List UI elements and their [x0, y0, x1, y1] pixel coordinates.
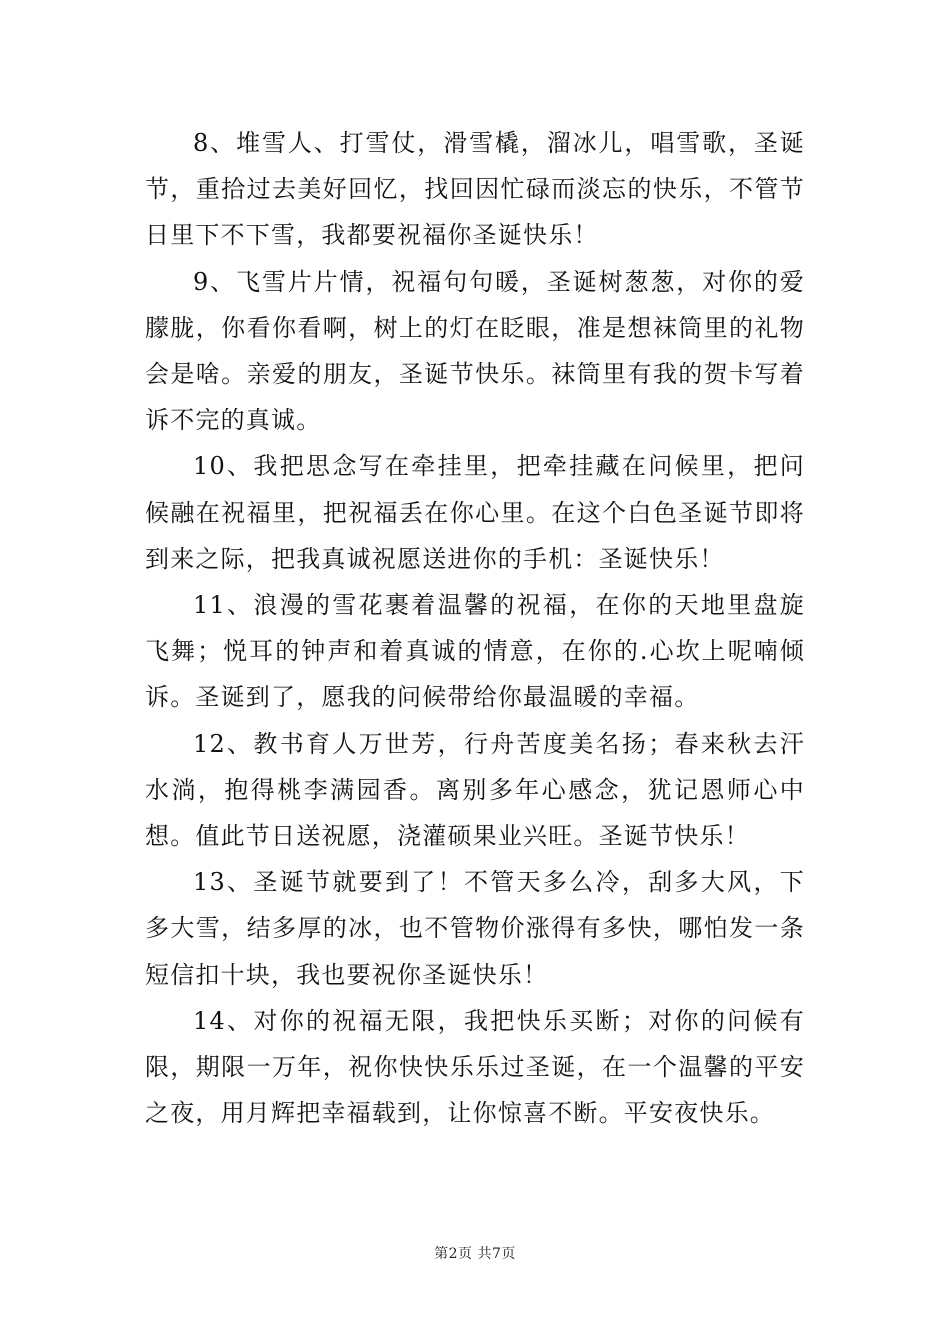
paragraph-9: 9、飞雪片片情，祝福句句暖，圣诞树葱葱，对你的爱朦胧，你看你看啊，树上的灯在眨眼，准是想袜筒里的礼物会是啥。亲爱的朋友，圣诞节快乐。袜筒里有我的贺卡写着诉不完的真诚。 [145, 267, 805, 435]
paragraph-13: 13、圣诞节就要到了！不管天多么冷，刮多大风，下多大雪，结多厚的冰，也不管物价涨得有多快，哪怕发一条短信扣十块，我也要祝你圣诞快乐！ [145, 868, 805, 989]
document-body [145, 120, 805, 1136]
paragraph-10: 10、我把思念写在牵挂里，把牵挂藏在问候里，把问候融在祝福里，把祝福丢在你心里。在这个白色圣诞节即将到来之际，把我真诚祝愿送进你的手机：圣诞快乐！ [145, 452, 805, 573]
paragraph-12: 12、教书育人万世芳，行舟苦度美名扬；春来秋去汗水淌，抱得桃李满园香。离别多年心感念，犹记恩师心中想。值此节日送祝愿，浇灌硕果业兴旺。圣诞节快乐！ [145, 729, 805, 851]
paragraph-14: 14、对你的祝福无限，我把快乐买断；对你的问候有限，期限一万年，祝你快快乐乐过圣诞，在一个温馨的平安之夜，用月辉把幸福载到，让你惊喜不断。平安夜快乐。 [145, 1006, 805, 1128]
paragraph-8: 8、堆雪人、打雪仗，滑雪橇，溜冰儿，唱雪歌，圣诞节，重拾过去美好回忆，找回因忙碌而淡忘的快乐，不管节日里下不下雪，我都要祝福你圣诞快乐！ [145, 129, 805, 250]
page-number-footer: 第2页 共7页 [434, 1246, 516, 1262]
paragraph-11: 11、浪漫的雪花裹着温馨的祝福，在你的天地里盘旋飞舞；悦耳的钟声和着真诚的情意，在你的.心坎上呢喃倾诉。圣诞到了，愿我的问候带给你最温暖的幸福。 [145, 591, 805, 712]
